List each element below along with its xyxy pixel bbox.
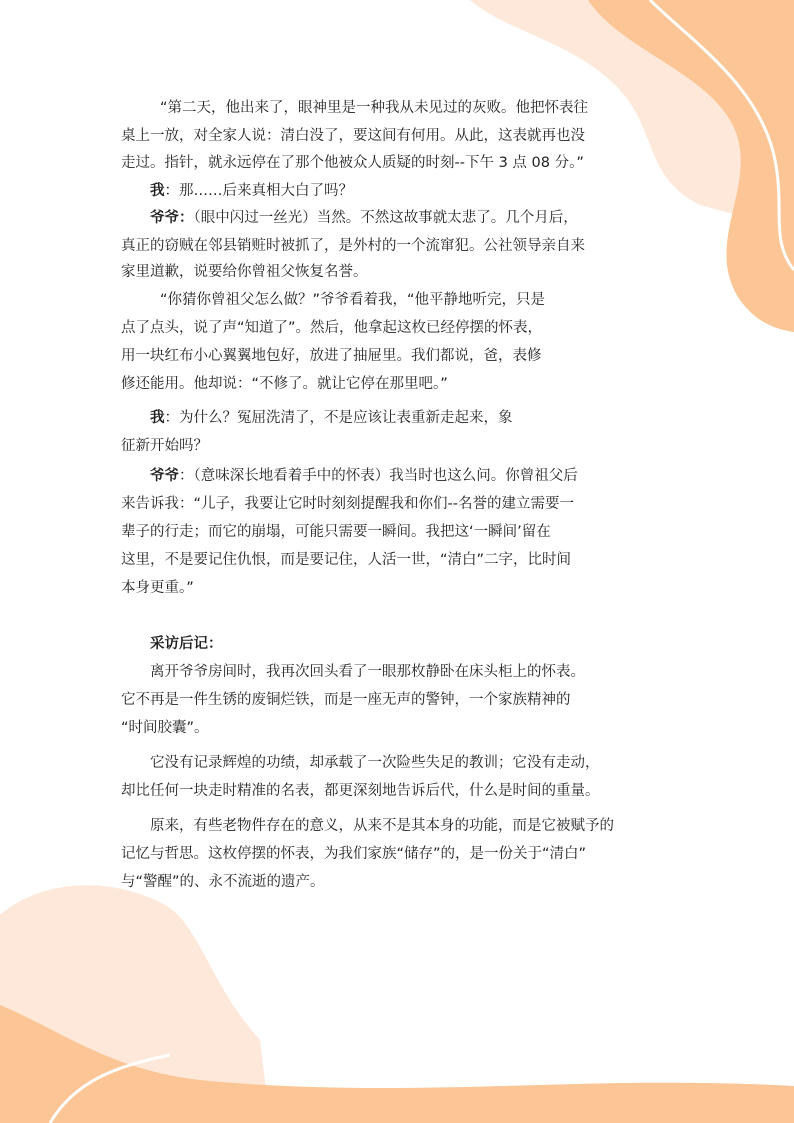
text-line: “你猜你曾祖父怎么做？”爷爷看着我，“他平静地听完，只是 — [160, 292, 546, 308]
text-line: 征新开始吗？ — [121, 438, 208, 454]
text-line: 走过。指针，就永远停在了那个他被众人质疑的时刻--下午 3 点 08 分。” — [121, 155, 584, 171]
text-line: 点了点头，说了声“知道了”。然后，他拿起这枚已经停摆的怀表， — [121, 320, 543, 336]
text-line: 与“警醒”的、永不流逝的遗产。 — [121, 874, 325, 890]
speaker-label: 我 — [150, 410, 165, 426]
text-line: 桌上一放，对全家人说：清白没了，要这间有何用。从此，这表就再也没 — [121, 128, 585, 144]
text-line: 离开爷爷房间时，我再次回头看了一眼那枚静卧在床头柜上的怀表。 — [150, 664, 585, 680]
dialogue-text: ：为什么？冤屈洗清了，不是应该让表重新走起来，象 — [164, 410, 513, 426]
dialogue-text: （眼中闪过一丝光）当然。不然这故事就太悲了。几个月后， — [193, 210, 578, 226]
text-line: “时间胶囊”。 — [121, 720, 209, 736]
text-line: 记忆与哲思。这枚停摆的怀表，为我们家族“储存”的，是一份关于“清白” — [121, 846, 587, 862]
speaker-label: 爷爷： — [150, 210, 194, 226]
text-line: 修还能用。他却说：“不修了。就让它停在那里吧。” — [121, 376, 448, 392]
speaker-label: 我 — [150, 183, 165, 199]
dialogue-line — [150, 208, 578, 228]
text-line: 它没有记录辉煌的功绩，却承载了一次险些失足的教训；它没有走动， — [150, 755, 600, 771]
text-line: 这里，不是要记住仇恨，而是要记住，人活一世，“清白”二字，比时间 — [121, 552, 572, 568]
speaker-label: 爷爷 — [150, 468, 179, 484]
text-line: 用一块红布小心翼翼地包好，放进了抽屉里。我们都说，爸，表修 — [121, 348, 542, 364]
dialogue-line — [150, 466, 578, 486]
dialogue-line — [150, 408, 513, 428]
text-line: “第二天，他出来了，眼神里是一种我从未见过的灰败。他把怀表往 — [160, 100, 589, 116]
text-line: 本身更重。” — [121, 580, 194, 596]
text-line: 来告诉我：“儿子，我要让它时时刻刻提醒我和你们--名誉的建立需要一 — [121, 496, 574, 512]
afterword-heading: 采访后记： — [150, 636, 223, 652]
text-line: 却比任何一块走时精准的名表，都更深刻地告诉后代，什么是时间的重量。 — [121, 783, 600, 799]
text-line: 它不再是一件生锈的废铜烂铁，而是一座无声的警钟，一个家族精神的 — [121, 692, 571, 708]
dialogue-line — [150, 181, 353, 201]
text-line: 家里道歉，说要给你曾祖父恢复名誉。 — [121, 264, 368, 280]
text-line: 原来，有些老物件存在的意义，从来不是其本身的功能，而是它被赋予的 — [150, 818, 614, 834]
text-line: 辈子的行走；而它的崩塌，可能只需要一瞬间。我把这‘一瞬间’留在 — [121, 524, 551, 540]
text-line: 真正的窃贼在邻县销赃时被抓了，是外村的一个流窜犯。公社领导亲自来 — [121, 238, 585, 254]
dialogue-text: ：（意味深长地看着手中的怀表）我当时也这么问。你曾祖父后 — [179, 468, 578, 484]
dialogue-text: ：那……后来真相大白了吗？ — [164, 183, 353, 199]
